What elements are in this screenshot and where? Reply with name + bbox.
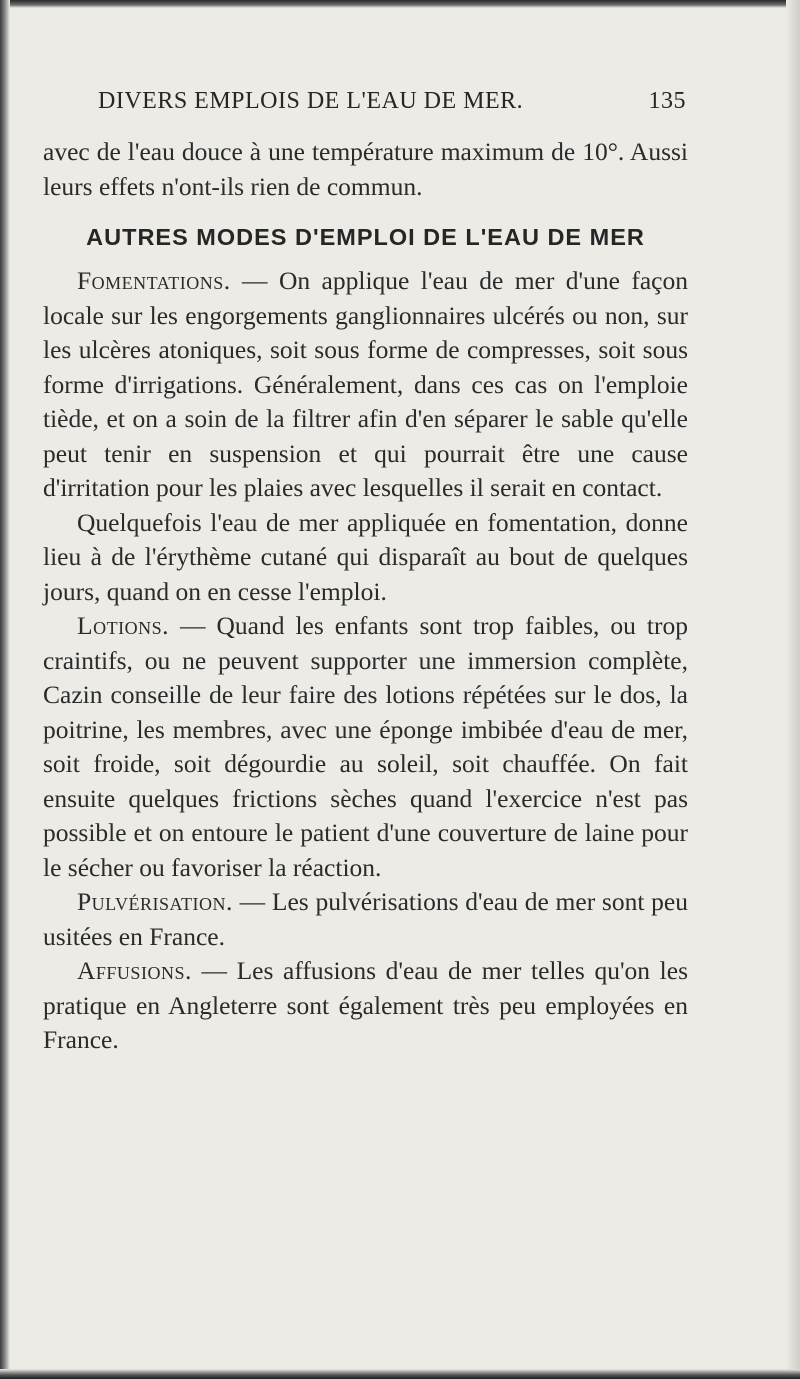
- paragraph-fomentations-followup: Quelquefois l'eau de mer appliquée en fomentation, donne lieu à de l'érythème cutané qui disparaît au bout de quelques jours, quand on en cesse l'emploi.: [43, 507, 688, 606]
- lotions-label: Lotions.: [77, 611, 169, 640]
- lotions-text: — Quand les enfants sont trop faibles, ou trop craintifs, ou ne peuvent supporter une immersion complète, Cazin conseille de leur faire des lotions répétées sur le dos, la poitrine, les membres, avec une éponge imbibée d'eau de mer, soit froide, soit dégourdie au soleil, soit chauffée. On fait ensuite quelques frictions sèches quand l'exercice n'est pas possible et on entoure le patient d'une couverture de laine pour le sécher ou favoriser la réaction.: [43, 611, 688, 882]
- paragraph-pulverisation: [43, 885, 688, 954]
- fomentations-text: — On applique l'eau de mer d'une façon locale sur les engorgements ganglionnaires ulcérés ou non, sur les ulcères atoniques, soit sous forme de compresses, soit sous forme d'irrigations. Généralement, dans ces cas on l'emploie tiède, et on a soin de la filtrer afin d'en séparer le sable qu'elle peut tenir en suspension et qui pourrait être une cause d'irritation pour les plaies avec lesquelles il serait en contact.: [43, 266, 688, 502]
- paragraph-fomentations: [43, 264, 688, 506]
- section-heading: AUTRES MODES D'EMPLOI DE L'EAU DE MER: [86, 224, 645, 250]
- running-title: DIVERS EMPLOIS DE L'EAU DE MER.: [98, 88, 524, 114]
- page-right-shadow: [786, 0, 800, 1379]
- pulverisation-label: Pulvérisation.: [77, 887, 233, 916]
- affusions-label: Affusions.: [77, 956, 192, 985]
- pulverisation-text: — Les pulvérisations d'eau de mer sont peu usitées en France.: [43, 887, 688, 951]
- running-head: [98, 88, 686, 118]
- paragraph-lotions: [43, 609, 688, 885]
- page-binding-edge: [0, 0, 10, 1379]
- affusions-text: — Les affusions d'eau de mer telles qu'on les pratique en Angleterre sont également très peu employées en France.: [43, 956, 688, 1054]
- body-text: [43, 135, 688, 1058]
- page-bottom-edge: [0, 1369, 800, 1379]
- fomentations-label: Fomentations.: [77, 266, 231, 295]
- opening-paragraph: avec de l'eau douce à une température maximum de 10°. Aussi leurs effets n'ont-ils rien de commun.: [43, 137, 688, 201]
- page-top-edge: [0, 0, 800, 8]
- paragraph-affusions: [43, 954, 688, 1058]
- page-number: 135: [648, 88, 686, 114]
